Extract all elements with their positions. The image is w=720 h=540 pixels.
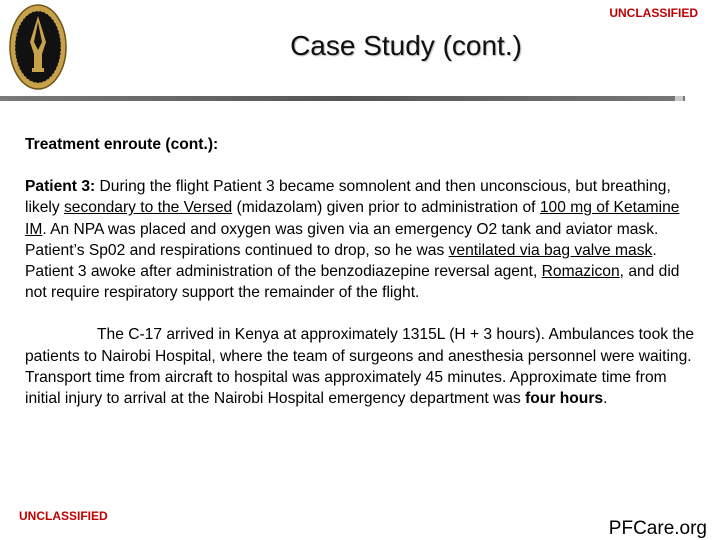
para1-text-4: . Patient 3 awoke after administration of the benzodiazepine reversal agent, (25, 241, 657, 281)
title-divider-tip (675, 96, 683, 101)
ketamine-underlined: 100 mg of Ketamine IM (25, 199, 680, 238)
footer-site: PFCare.org (608, 518, 707, 539)
patient-label: Patient 3: (25, 178, 96, 196)
versed-underlined: secondary to the Versed (64, 199, 233, 217)
para1-text-1: During the flight Patient 3 became somnolent and then unconscious, but breathing, likely (25, 178, 671, 217)
para1-text-5: , and did not require respiratory support the remainder of the flight. (25, 263, 680, 302)
bag-valve-mask-underlined: ventilated via bag valve mask (448, 241, 653, 259)
four-hours-bold: four hours (525, 390, 604, 408)
para2-text-2: . (603, 390, 608, 408)
arrival-paragraph (25, 324, 705, 409)
title-divider (0, 96, 685, 101)
slide-body (25, 134, 705, 409)
classification-banner-bottom: UNCLASSIFIED (19, 509, 108, 523)
patient-3-paragraph (25, 176, 705, 303)
para2-text-1: The C-17 arrived in Kenya at approximately 1315L (H + 3 hours). Ambulances took the patients to Nairobi Hospital, where the team of surgeons and anesthesia personnel were waiting. Transport time from aircraft to hospital was approximately 45 minutes. Approximate time from initial injury to arrival at the Nairobi Hospital emergency department was (25, 326, 695, 408)
para1-text-2: (midazolam) given prior to administration of (232, 199, 540, 217)
romazicon-underlined: Romazicon (541, 263, 620, 281)
paragraph-indent (25, 326, 97, 343)
classification-banner-top: UNCLASSIFIED (609, 6, 698, 20)
page-title: Case Study (cont.) (290, 30, 522, 61)
para1-text-3: . An NPA was placed and oxygen was given via an emergency O2 tank and aviator mask. Patient’s Sp02 and respirations continued to drop, so he was (25, 220, 659, 259)
section-heading: Treatment enroute (cont.): (25, 136, 219, 153)
